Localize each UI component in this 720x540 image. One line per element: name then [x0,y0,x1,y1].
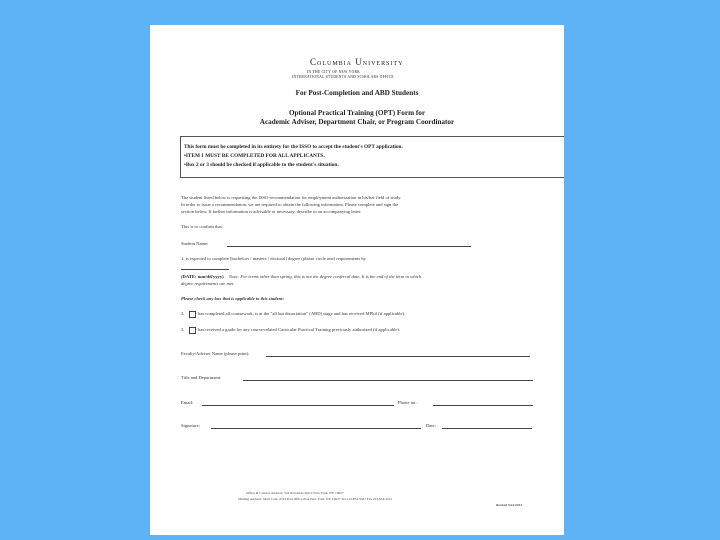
intro-line-3: section below. If further information is advisable or necessary, describe in an accompanying letter. [181,209,362,214]
university-subtitle: IN THE CITY OF NEW YORK [307,70,361,74]
signature-label: Signature: [181,423,200,428]
item-3-number: 3. [181,327,185,332]
item-2-number: 2. [181,311,185,316]
cpt-checkbox[interactable] [189,327,196,334]
instruction-line-1: This form must be completed in its entirety for the ISSO to accept the student's OPT application. [184,144,403,150]
title-department-label: Title and Department: [181,375,222,380]
date-label: Date: [426,423,436,428]
revision-date: Revised 5/24/2013 [496,503,523,507]
instruction-line-2: •ITEM 1 MUST BE COMPLETED FOR ALL APPLICANTS. [184,153,325,159]
form-title: Optional Practical Training (OPT) Form for [288,109,426,117]
form-audience: Academic Adviser, Department Chair, or Program Coordinator [259,118,455,126]
adviser-name-field[interactable] [266,356,530,357]
opt-form-page [150,25,564,535]
instructions-box [180,136,564,178]
office-address: Office & Courier Address: 524 Riverside Drive New York, NY 10027 [246,491,344,495]
check-box-instruction: Please check any box that is applicable to this student: [181,296,284,301]
university-name: Columbia University [310,57,404,67]
date-note-1: Note: For terms other than spring, this is not the degree conferral date. It is the end of the term in which [229,274,422,279]
student-name-field[interactable] [227,246,471,247]
confirm-text: This is to confirm that: [181,224,224,229]
adviser-name-label: Faculty/Adviser Name (please print): [181,351,250,356]
title-department-field[interactable] [243,380,533,381]
phone-label: Phone no.: [398,400,418,405]
item-1-text: 1. is expected to complete [bachelors / masters / doctoral] degree (please circle one) requirements by [181,256,366,261]
item-2-text: has completed all coursework, is at the "all but dissertation" (ABD) stage and has received MPhil (if applicable). [198,311,406,316]
mailing-address: Mailing Address: Mail Code 4734 Post Office Box New York, NY 10027 Tel 212.854.3587 Fax 212.854.3215 [238,497,393,501]
signature-field[interactable] [211,428,421,429]
item-3-text: has received a grade for any course-related Curricular Practical Training previously authorized (if applicable). [198,327,401,332]
email-field[interactable] [202,405,394,406]
email-label: Email: [181,400,194,405]
office-subtitle: INTERNATIONAL STUDENTS AND SCHOLARS OFFICE [292,75,394,79]
abd-checkbox[interactable] [189,311,196,318]
form-heading: For Post-Completion and ABD Students [295,89,419,97]
instruction-line-3: •Box 2 or 3 should be checked if applicable to the student's situation. [184,162,339,168]
student-name-label: Student Name: [181,241,209,246]
intro-line-1: The student listed below is requesting the ISSO recommendation for employment authorization in his/her field of study. [181,195,402,200]
intro-line-2: In order to issue a recommendation, we are required to obtain the following information. Please complete and sign the [181,202,399,207]
date-note-2: degree requirements are met. [181,281,235,286]
phone-field[interactable] [433,405,533,406]
date-field[interactable] [442,428,532,429]
completion-date-field[interactable] [181,269,229,270]
date-format-label: (DATE: mm/dd/yyyy) [181,274,224,279]
